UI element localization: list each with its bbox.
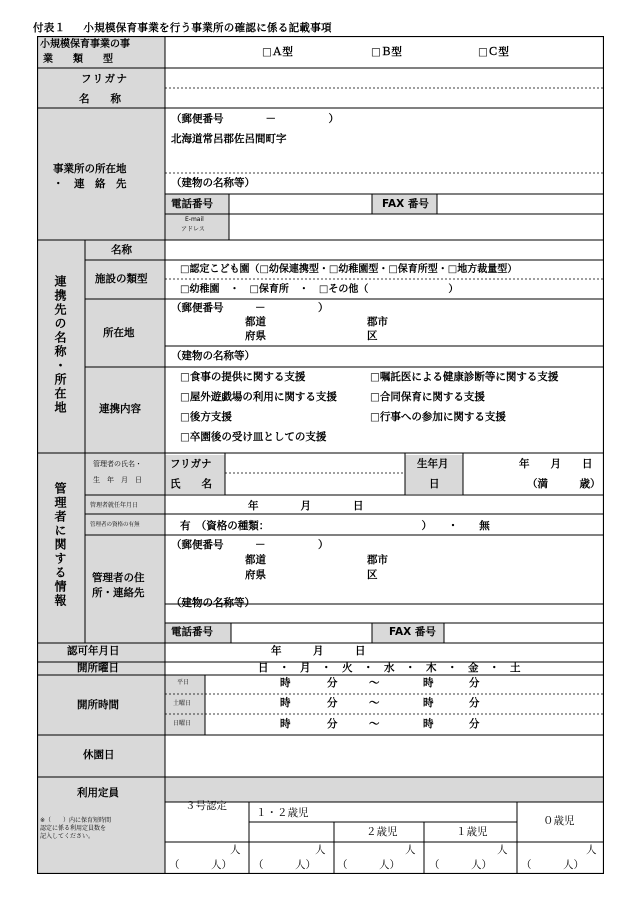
- manager-furigana-input[interactable]: [227, 457, 403, 471]
- office-address: 北海道常呂郡佐呂間町字: [171, 133, 287, 145]
- capacity-age0: ０歳児: [543, 815, 575, 827]
- office-building: （建物の名称等）: [171, 177, 255, 189]
- manager-building: （建物の名称等）: [171, 597, 255, 609]
- office-email-label-1: E-mail: [185, 216, 204, 223]
- partner-type-label: 施設の類型: [95, 273, 148, 285]
- office-label-2: ・ 連 絡 先: [53, 178, 127, 190]
- capacity-cert3-nin: 人: [230, 844, 241, 856]
- page-title: [33, 20, 350, 35]
- manager-name-input[interactable]: [227, 476, 403, 492]
- capacity-label: 利用定員: [77, 787, 119, 799]
- type-c-checkbox[interactable]: □Ｃ型: [478, 46, 509, 58]
- manager-name-label-2: 生 年 月 日: [93, 476, 142, 484]
- manager-birth-value: 年 月 日: [519, 458, 593, 470]
- hours-label: 開所時間: [77, 699, 119, 711]
- capacity-age2-short: （ 人）: [337, 859, 400, 871]
- manager-fax-label: FAX 番号: [389, 626, 436, 638]
- partner-vertical-label: 連携先の名称・所在地: [53, 275, 67, 415]
- jigyo-label-2: 業 類 型: [43, 54, 113, 65]
- type-a-checkbox[interactable]: □Ａ型: [262, 46, 293, 58]
- hours-sunday-fun-open: 分: [327, 718, 338, 730]
- hours-weekday-fun-open: 分: [327, 677, 338, 689]
- manager-gunshi: 郡市: [367, 554, 388, 566]
- approval-value: 年 月 日: [271, 645, 366, 657]
- manager-shimei-label: 氏 名: [170, 478, 212, 490]
- partner-type-line-1[interactable]: □認定こども園（□幼保連携型・□幼稚園型・□保育所型・□地方裁量型）: [180, 264, 518, 275]
- office-postal: （郵便番号 － ）: [171, 113, 339, 125]
- partner-todo: 都道: [245, 316, 266, 328]
- hours-weekday-kara: ～: [369, 677, 380, 689]
- holiday-label: 休園日: [83, 749, 115, 761]
- holiday-input[interactable]: [167, 739, 601, 774]
- manager-fuken: 府県: [245, 569, 266, 581]
- manager-age: （満 歳）: [527, 478, 601, 490]
- office-tel-input[interactable]: [231, 196, 370, 212]
- content-graduate-checkbox[interactable]: □卒園後の受け皿としての支援: [180, 431, 327, 443]
- capacity-age2-nin: 人: [405, 844, 416, 856]
- manager-address-label-1: 管理者の住: [92, 572, 145, 584]
- jigyo-label-1: 小規模保育事業の事: [40, 39, 130, 50]
- hours-weekday-ji-open: 時: [280, 677, 291, 689]
- capacity-note-1: ※（ ）内に保育短時間: [40, 817, 112, 824]
- manager-furigana-label: フリガナ: [170, 458, 212, 470]
- manager-tel-input[interactable]: [233, 625, 370, 641]
- manager-address-label-2: 所・連絡先: [92, 587, 145, 599]
- content-backup-checkbox[interactable]: □後方支援: [180, 411, 232, 423]
- furigana-input[interactable]: [167, 73, 597, 87]
- title-text: 小規模保育事業を行う事業所の確認に係る記載事項: [83, 22, 332, 34]
- capacity-age0-short: （ 人）: [521, 859, 584, 871]
- partner-ku: 区: [367, 330, 378, 342]
- hours-sunday-kara: ～: [369, 718, 380, 730]
- hours-weekday-fun-close: 分: [469, 677, 480, 689]
- capacity-age1-nin: 人: [497, 844, 508, 856]
- office-email-label-2: アドレス: [181, 226, 205, 233]
- manager-vertical-label: 管理者に関する情報: [53, 482, 67, 608]
- hours-saturday-fun-close: 分: [469, 697, 480, 709]
- office-fax-label: FAX 番号: [382, 198, 429, 210]
- manager-ku: 区: [367, 569, 378, 581]
- manager-birth-label-1: 生年月: [417, 458, 449, 470]
- partner-fuken: 府県: [245, 330, 266, 342]
- manager-qual-value: 有 （資格の種類： ） ・ 無: [180, 520, 490, 532]
- hours-sunday-label: 日曜日: [173, 720, 192, 727]
- partner-building: （建物の名称等）: [171, 350, 255, 362]
- manager-todo: 都道: [245, 554, 266, 566]
- manager-appointed-value: 年 月 日: [248, 500, 364, 512]
- partner-content-label: 連携内容: [99, 403, 141, 415]
- office-label-1: 事業所の所在地: [53, 163, 127, 175]
- hours-weekday-label: 平日: [177, 679, 190, 686]
- content-meal-checkbox[interactable]: □食事の提供に関する支援: [180, 371, 306, 383]
- office-email-input[interactable]: [231, 216, 601, 238]
- office-fax-input[interactable]: [439, 196, 601, 212]
- hours-saturday-kara: ～: [369, 697, 380, 709]
- capacity-note-2: 認定に係る利用定員数を: [40, 825, 107, 832]
- content-event-checkbox[interactable]: □行事への参加に関する支援: [370, 411, 506, 423]
- capacity-age12-nin: 人: [315, 844, 326, 856]
- hours-sunday-ji-open: 時: [280, 718, 291, 730]
- capacity-note-3: 記入してください。: [40, 833, 95, 840]
- manager-name-label-1: 管理者の氏名・: [93, 460, 142, 468]
- capacity-cert3: ３号認定: [185, 800, 227, 812]
- partner-gunshi: 郡市: [367, 316, 388, 328]
- name-input[interactable]: [167, 91, 597, 106]
- capacity-cert3-short: （ 人）: [169, 859, 232, 871]
- partner-name-label: 名称: [111, 244, 132, 256]
- hours-saturday-fun-open: 分: [327, 697, 338, 709]
- manager-postal: （郵便番号 － ）: [171, 539, 329, 551]
- content-playground-checkbox[interactable]: □屋外遊戯場の利用に関する支援: [180, 391, 337, 403]
- hours-sunday-ji-close: 時: [423, 718, 434, 730]
- hours-saturday-label: 土曜日: [173, 700, 192, 707]
- capacity-age12: １・２歳児: [256, 807, 309, 819]
- furigana-label: フリガナ: [81, 73, 129, 85]
- approval-label: 認可年月日: [67, 645, 120, 657]
- name-label: 名 称: [79, 93, 121, 105]
- capacity-age12-short: （ 人）: [253, 859, 316, 871]
- days-value: 日 ・ 月 ・ 火 ・ 水 ・ 木 ・ 金 ・ 土: [258, 662, 521, 674]
- title-label: 付表１: [33, 22, 66, 34]
- partner-type-line-2[interactable]: □幼稚園 ・ □保育所 ・ □その他（ ）: [180, 284, 459, 295]
- capacity-age0-nin: 人: [586, 844, 597, 856]
- manager-appointed-label: 管理者就任年月日: [90, 502, 139, 509]
- capacity-age1: １歳児: [456, 826, 488, 838]
- hours-weekday-ji-close: 時: [423, 677, 434, 689]
- partner-postal: （郵便番号 － ）: [171, 302, 329, 314]
- days-label: 開所曜日: [77, 662, 119, 674]
- hours-saturday-ji-close: 時: [423, 697, 434, 709]
- capacity-age2: ２歳児: [366, 826, 398, 838]
- manager-fax-input[interactable]: [446, 625, 601, 641]
- type-b-checkbox[interactable]: □Ｂ型: [371, 46, 402, 58]
- office-tel-label: 電話番号: [171, 198, 213, 210]
- manager-birth-label-2: 日: [429, 478, 440, 490]
- hours-sunday-fun-close: 分: [469, 718, 480, 730]
- manager-tel-label: 電話番号: [171, 626, 213, 638]
- hours-saturday-ji-open: 時: [280, 697, 291, 709]
- capacity-age1-short: （ 人）: [429, 859, 492, 871]
- form-frame: [37, 36, 604, 874]
- content-joint-checkbox[interactable]: □合同保育に関する支援: [370, 391, 485, 403]
- content-doctor-checkbox[interactable]: □嘱託医による健康診断等に関する支援: [370, 371, 559, 383]
- manager-qual-label: 管理者の資格の有無: [90, 522, 140, 528]
- partner-address-label: 所在地: [103, 327, 135, 339]
